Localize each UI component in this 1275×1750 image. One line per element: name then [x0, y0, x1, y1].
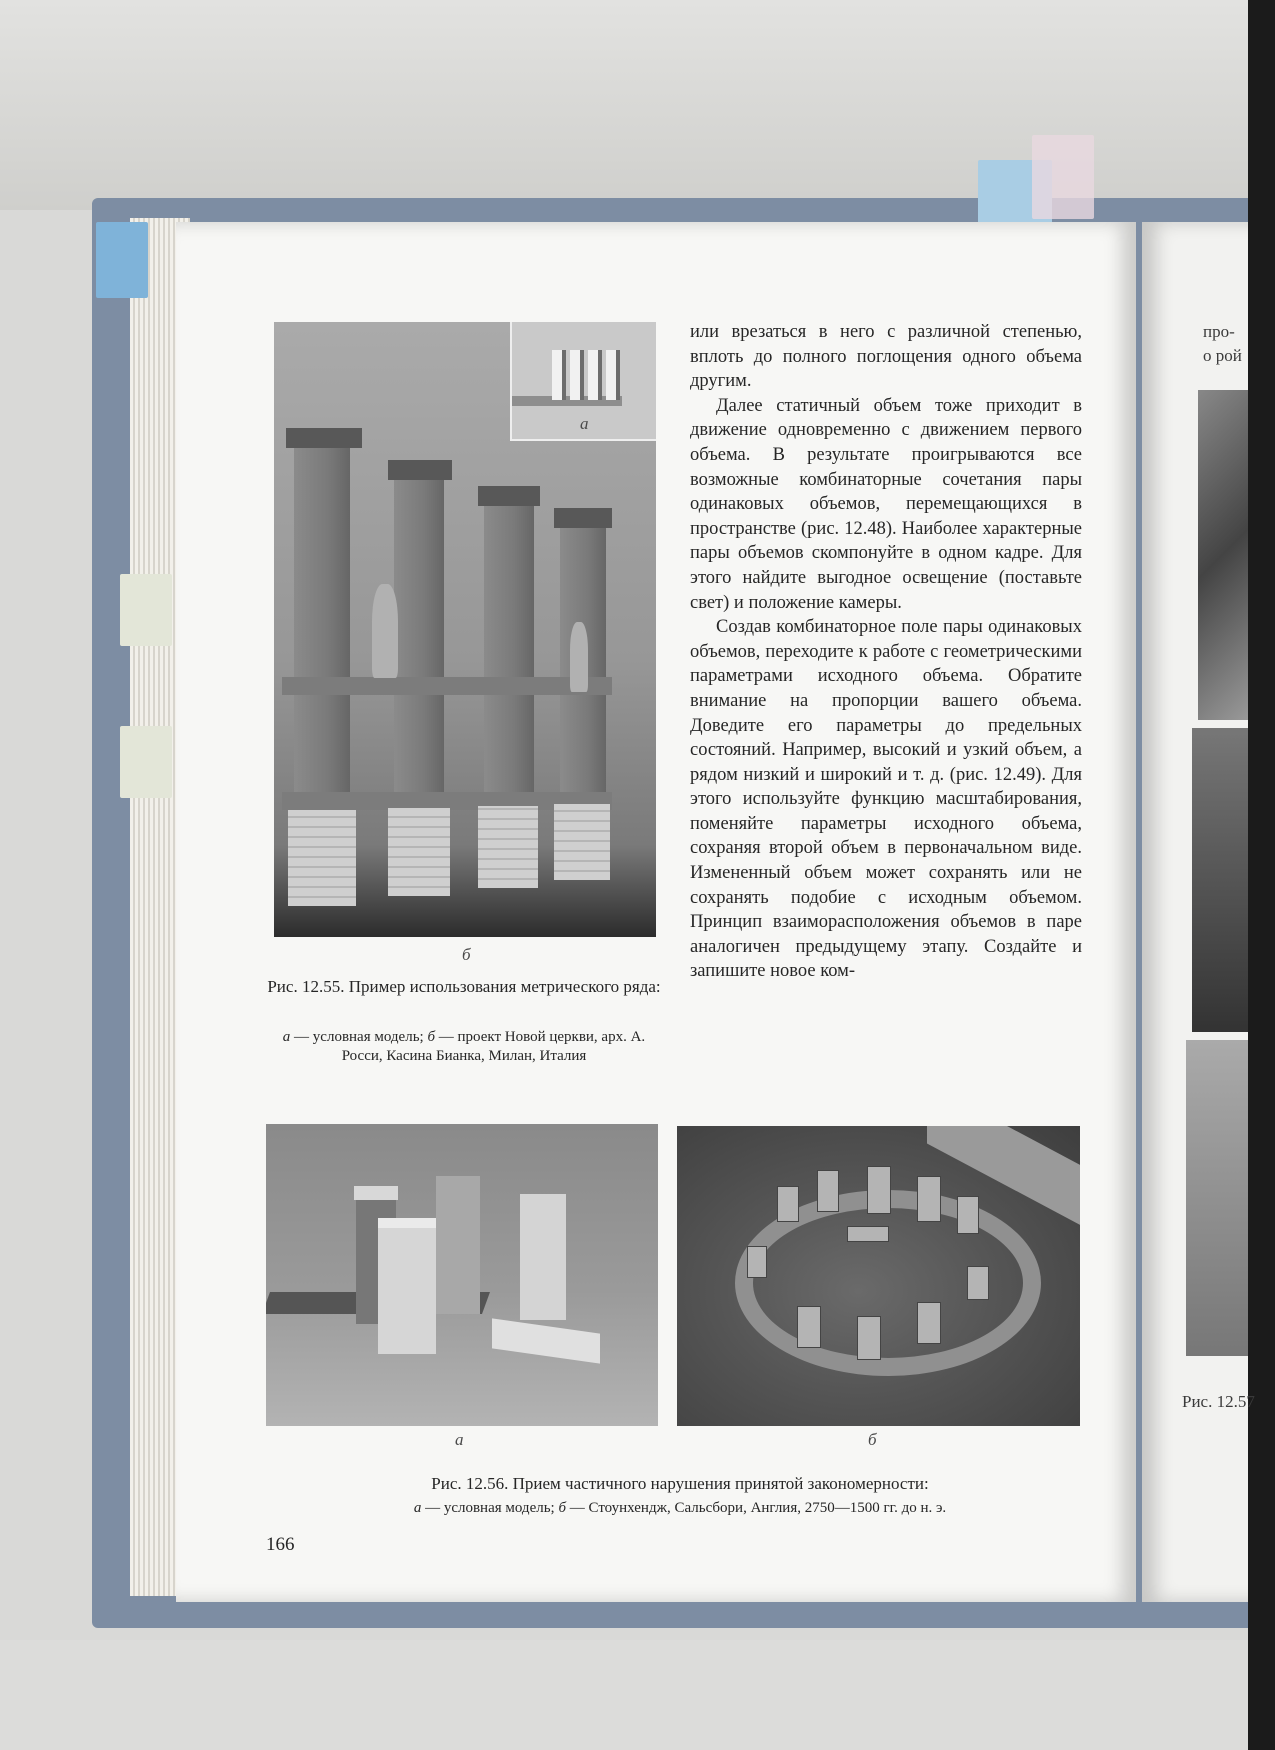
subcaption-letter-a: а — [413, 1500, 422, 1516]
subcaption-letter-b: б — [427, 1029, 435, 1045]
figure-12-55-subcaption — [262, 1028, 666, 1066]
stone-base — [554, 804, 610, 880]
right-page-fragment-1: про- — [1203, 322, 1235, 341]
figure-12-55-label-b: б — [462, 945, 471, 964]
bookmark-tab-yellow-2 — [120, 726, 172, 798]
stone — [857, 1316, 881, 1360]
stone-base — [388, 808, 450, 896]
figure-12-55-inset — [510, 322, 656, 441]
stone — [917, 1176, 941, 1222]
right-page-image-1 — [1198, 390, 1248, 720]
figure-12-56a-image — [266, 1124, 658, 1426]
stone — [867, 1166, 891, 1214]
inset-slab — [606, 350, 620, 400]
box-front — [378, 1226, 436, 1354]
figure-12-56-subcaption — [300, 1500, 1060, 1517]
subcaption-letter-a: а — [282, 1029, 291, 1045]
statue — [570, 622, 588, 692]
background-dark-edge — [1248, 0, 1275, 1750]
stone — [747, 1246, 767, 1278]
paragraph-3: Создав комбинаторное поле пары одинаковых объемов, переходите к работе с геометрическими параметрами исходного объема. Обратите внимание на пропорции вашего объема. Доведите его параметры до предельных состояний. Например, высокий и узкий объем, а рядом низкий и широкий и т. д. (рис. 12.49). Для этого используйте функцию масштабирования, поменяйте параметры исходного объема, сохраняя второй объем в первоначальном виде. Измененный объем может сохранять или не сохранять подобие с исходным объемом. Принцип взаиморасположения объемов в паре аналогичен предыдущему этапу. Создайте и запишите новое ком- — [690, 617, 1082, 982]
subcaption-text-a: — условная модель; — [421, 1500, 559, 1516]
pillar-cap — [388, 460, 452, 480]
paragraph-2: Далее статичный объем тоже приходит в движение одновременно с движением первого объема. В результате проигрываются все возможные комбинаторные сочетания пары одинаковых объемов, перемещающихся в пространстве (рис. 12.48). Наиболее характерные пары объемов скомпонуйте в одном кадре. Для этого найдите выгодное освещение (поставьте свет) и положение камеры. — [690, 395, 1082, 613]
background-bottom — [0, 1640, 1275, 1750]
box-lying — [492, 1318, 600, 1363]
body-text — [690, 320, 1082, 984]
stone — [817, 1170, 839, 1212]
figure-12-56-caption: Рис. 12.56. Прием частичного нарушения принятой закономерности: — [431, 1474, 929, 1493]
inset-slab — [552, 350, 566, 400]
pillar — [484, 492, 534, 840]
figure-12-56b-image — [677, 1126, 1080, 1426]
stone-base — [288, 810, 356, 906]
stone — [957, 1196, 979, 1234]
box-right — [520, 1194, 566, 1320]
pillar — [394, 468, 444, 844]
box-tall-back — [436, 1176, 480, 1314]
figure-12-55-image — [274, 322, 656, 937]
stone — [797, 1306, 821, 1348]
subcaption-text-b: — проект Новой церкви, арх. А. Росси, Касина Бианка, Милан, Италия — [341, 1029, 646, 1064]
right-page-fragment-2: о рой — [1203, 346, 1242, 365]
bookmark-tab-blue-left — [96, 222, 148, 298]
paragraph-1: или врезаться в него с различной степенью, вплоть до полного поглощения одного объема другим. — [690, 322, 1082, 392]
subcaption-text-b: — Стоунхендж, Сальсбори, Англия, 2750—1500 гг. до н. э. — [566, 1500, 947, 1516]
bookmark-tab-yellow-1 — [120, 574, 172, 646]
stone — [777, 1186, 799, 1222]
pillar — [294, 434, 350, 854]
right-page-image-2 — [1192, 728, 1248, 1032]
pillar-cap — [478, 486, 540, 506]
right-page-caption-fragment: Рис. 12.57 — [1182, 1392, 1255, 1411]
box-top — [378, 1218, 436, 1228]
figure-12-56-label-a: а — [455, 1430, 464, 1449]
stone — [847, 1226, 889, 1242]
statue — [372, 584, 398, 678]
subcaption-letter-b: б — [558, 1500, 567, 1516]
inset-slab — [588, 350, 602, 400]
bookmark-tab-pink-top — [1032, 135, 1094, 219]
page-number: 166 — [266, 1534, 295, 1555]
pillar-cap — [286, 428, 362, 448]
inset-slab — [570, 350, 584, 400]
stone — [967, 1266, 989, 1300]
stone — [917, 1302, 941, 1344]
figure-12-55-caption: Рис. 12.55. Пример использования метрического ряда: — [267, 977, 661, 996]
pillar-cap — [554, 508, 612, 528]
inset-label: а — [580, 414, 589, 433]
stone-base — [478, 806, 538, 888]
subcaption-text-a: — условная модель; — [290, 1029, 428, 1045]
cornice-band — [282, 677, 612, 695]
right-page-image-3 — [1186, 1040, 1248, 1356]
figure-12-56-label-b: б — [868, 1430, 877, 1449]
box-top — [354, 1186, 398, 1200]
